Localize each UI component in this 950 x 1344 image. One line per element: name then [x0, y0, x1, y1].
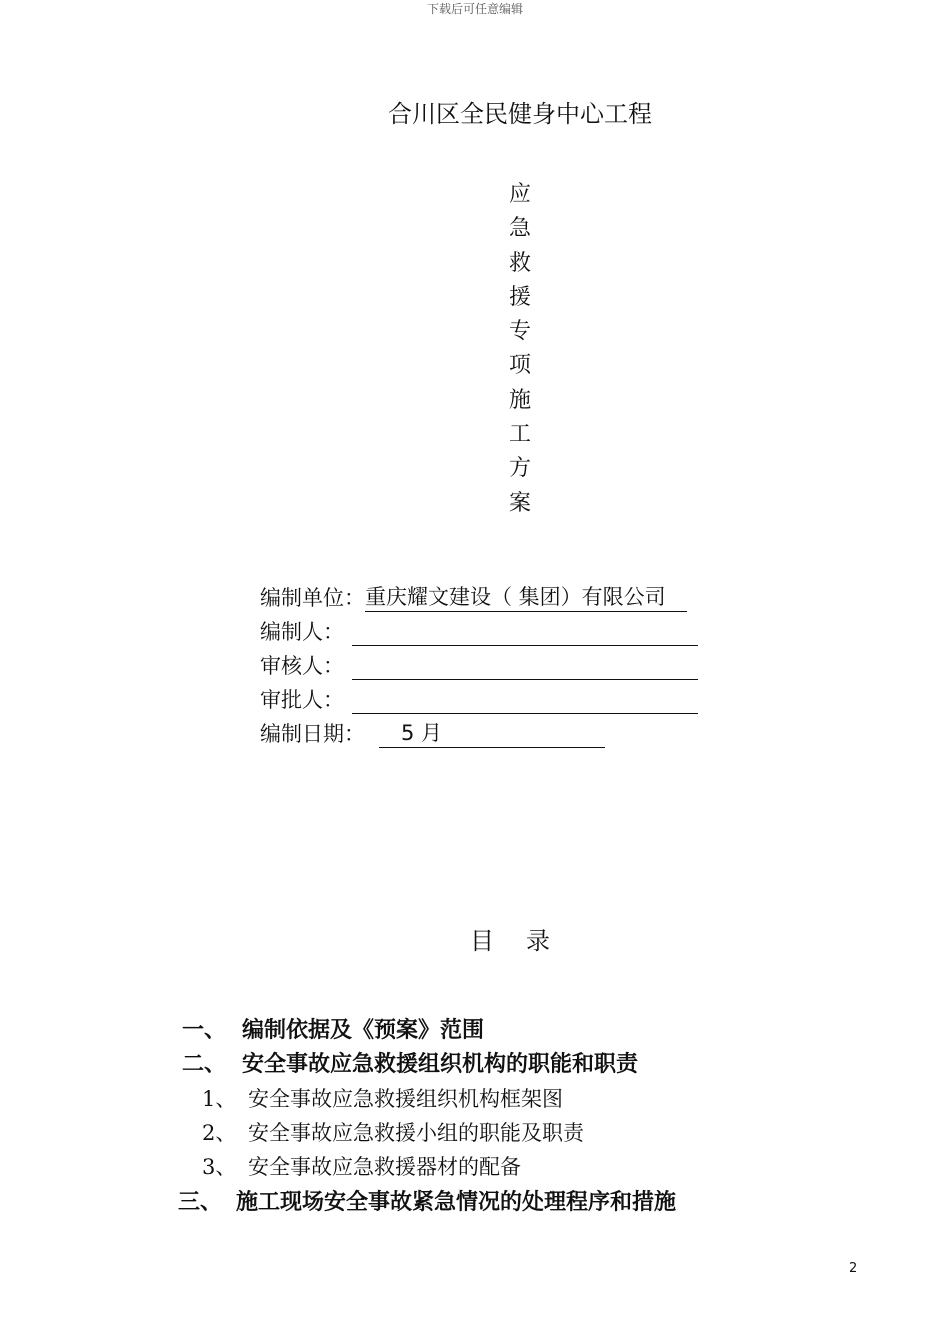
toc-item — [202, 1151, 521, 1181]
toc-item — [202, 1083, 563, 1113]
author-field — [352, 618, 698, 646]
author-label: 编制人： — [260, 620, 344, 644]
title-char: 专 — [508, 319, 531, 345]
info-row-reviewer — [260, 646, 698, 680]
info-row-approver — [260, 680, 698, 714]
approver-label: 审批人： — [260, 688, 344, 712]
title-char: 援 — [508, 284, 531, 310]
toc-item-text: 编制依据及《预案》范围 — [242, 1018, 485, 1043]
title-char: 工 — [508, 422, 531, 448]
title-char: 项 — [508, 353, 531, 379]
toc-item-number: 二、 — [182, 1052, 227, 1077]
toc-item-text: 安全事故应急救援小组的职能及职责 — [248, 1121, 584, 1145]
page-number: 2 — [849, 1261, 858, 1276]
title-char: 方 — [508, 456, 531, 482]
project-title: 合川区全民健身中心工程 — [388, 100, 652, 128]
info-row-date — [260, 714, 605, 748]
toc-item — [202, 1117, 584, 1147]
toc-title-left: 目 — [470, 927, 494, 955]
toc-item-text: 施工现场安全事故紧急情况的处理程序和措施 — [236, 1190, 677, 1215]
title-char: 应 — [508, 182, 531, 207]
approver-field — [352, 686, 698, 714]
reviewer-field — [352, 652, 698, 680]
toc-item-number: 3、 — [202, 1155, 237, 1179]
toc-item-number: 2、 — [202, 1121, 237, 1145]
toc-item-text: 安全事故应急救援组织机构的职能和职责 — [242, 1052, 639, 1077]
date-label: 编制日期： — [260, 722, 365, 746]
header-note: 下载后可任意编辑 — [426, 2, 523, 16]
toc-item — [182, 1013, 484, 1044]
toc-item-number: 一、 — [182, 1018, 227, 1043]
toc-item — [182, 1047, 638, 1078]
info-row-author — [260, 612, 698, 646]
reviewer-label: 审核人： — [260, 654, 344, 678]
toc-title — [470, 921, 550, 956]
title-char: 案 — [508, 490, 531, 516]
toc-item-text: 安全事故应急救援组织机构框架图 — [248, 1087, 563, 1111]
document-title-vertical — [503, 178, 537, 521]
title-char: 施 — [508, 387, 531, 413]
toc-item-number: 三、 — [178, 1190, 223, 1215]
toc-item — [178, 1185, 676, 1216]
title-char: 救 — [508, 250, 531, 276]
toc-item-number: 1、 — [202, 1087, 237, 1111]
toc-item-text: 安全事故应急救援器材的配备 — [248, 1155, 521, 1179]
toc-title-right: 录 — [526, 927, 550, 955]
unit-value: 重庆耀文建设（ 集团）有限公司 — [365, 584, 687, 612]
unit-label: 编制单位： — [260, 586, 365, 610]
title-char: 急 — [508, 216, 531, 242]
date-value: 5 月 — [379, 720, 605, 748]
info-row-unit — [260, 578, 687, 612]
